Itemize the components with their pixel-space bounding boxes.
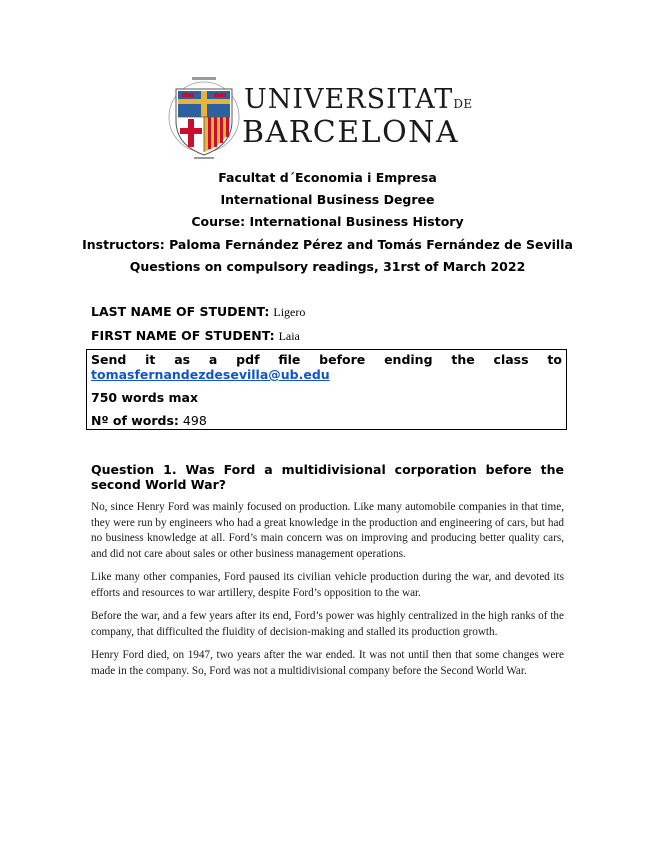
question-1-title: Question 1. Was Ford a multidivisional corporation before the second World War? — [91, 462, 564, 492]
word-limit: 750 words max — [91, 390, 199, 405]
send-word: a — [208, 352, 218, 367]
send-word: Send — [91, 352, 127, 367]
logo-wordmark-line2: BARCELONA — [242, 115, 460, 150]
answer-paragraph: Henry Ford died, on 1947, two years after the war ended. It was not until then that some changes were made in the company. So, Ford was not a multidivisional company before the Second World War. — [91, 649, 564, 677]
first-name-field — [91, 328, 300, 344]
send-instruction-line — [91, 352, 562, 367]
first-name-label: FIRST NAME OF STUDENT: — [91, 328, 275, 343]
university-logo — [168, 73, 488, 163]
send-word: ending — [384, 352, 433, 367]
degree-heading: International Business Degree — [220, 192, 435, 207]
answer-paragraph: No, since Henry Ford was mainly focused on production. Like many automobile companies in that time, they were run by engineers who had a great knowledge in the production and engineering of cars, but had no business knowledge at all. Ford’s main concern was on improving and producing better quality cars, and did not care about sales or other business management operations. — [91, 501, 564, 560]
send-word: pdf — [236, 352, 260, 367]
instructions-box — [86, 349, 567, 430]
answer-paragraph: Before the war, and a few years after its end, Ford’s power was highly centralized in the high ranks of the company, that difficulted the fluidity of decision-making and stalled its production growth. — [91, 610, 564, 638]
questions-heading: Questions on compulsory readings, 31rst of March 2022 — [129, 259, 526, 274]
answer-paragraph: Like many other companies, Ford paused its civilian vehicle production during the war, and devoted its efforts and resources to war artillery, despite Ford’s opposition to the war. — [91, 571, 564, 599]
word-count-line — [91, 413, 562, 428]
email-line — [91, 367, 562, 382]
university-shield-icon — [168, 73, 240, 163]
course-heading: Course: International Business History — [191, 214, 464, 229]
send-word: before — [319, 352, 366, 367]
send-word: the — [451, 352, 475, 367]
last-name-value: Ligero — [273, 305, 306, 319]
faculty-heading: Facultat d´Economia i Empresa — [218, 170, 437, 185]
instructor-email-link[interactable]: tomasfernandezdesevilla@ub.edu — [91, 367, 330, 382]
last-name-label: LAST NAME OF STUDENT: — [91, 304, 270, 319]
logo-university: UNIVERSITAT — [244, 84, 454, 115]
send-word: class — [493, 352, 529, 367]
instructors-heading: Instructors: Paloma Fernández Pérez and Tomás Fernández de Sevilla — [82, 237, 573, 252]
first-name-value: Laia — [278, 329, 300, 343]
logo-de: DE — [453, 97, 473, 111]
send-word: to — [547, 352, 562, 367]
last-name-field — [91, 304, 305, 320]
logo-wordmark-line1 — [244, 86, 473, 113]
send-word: file — [278, 352, 301, 367]
send-word: as — [174, 352, 191, 367]
send-word: it — [145, 352, 156, 367]
word-count-value: 498 — [182, 413, 207, 428]
word-count-label: Nº of words: — [91, 413, 179, 428]
